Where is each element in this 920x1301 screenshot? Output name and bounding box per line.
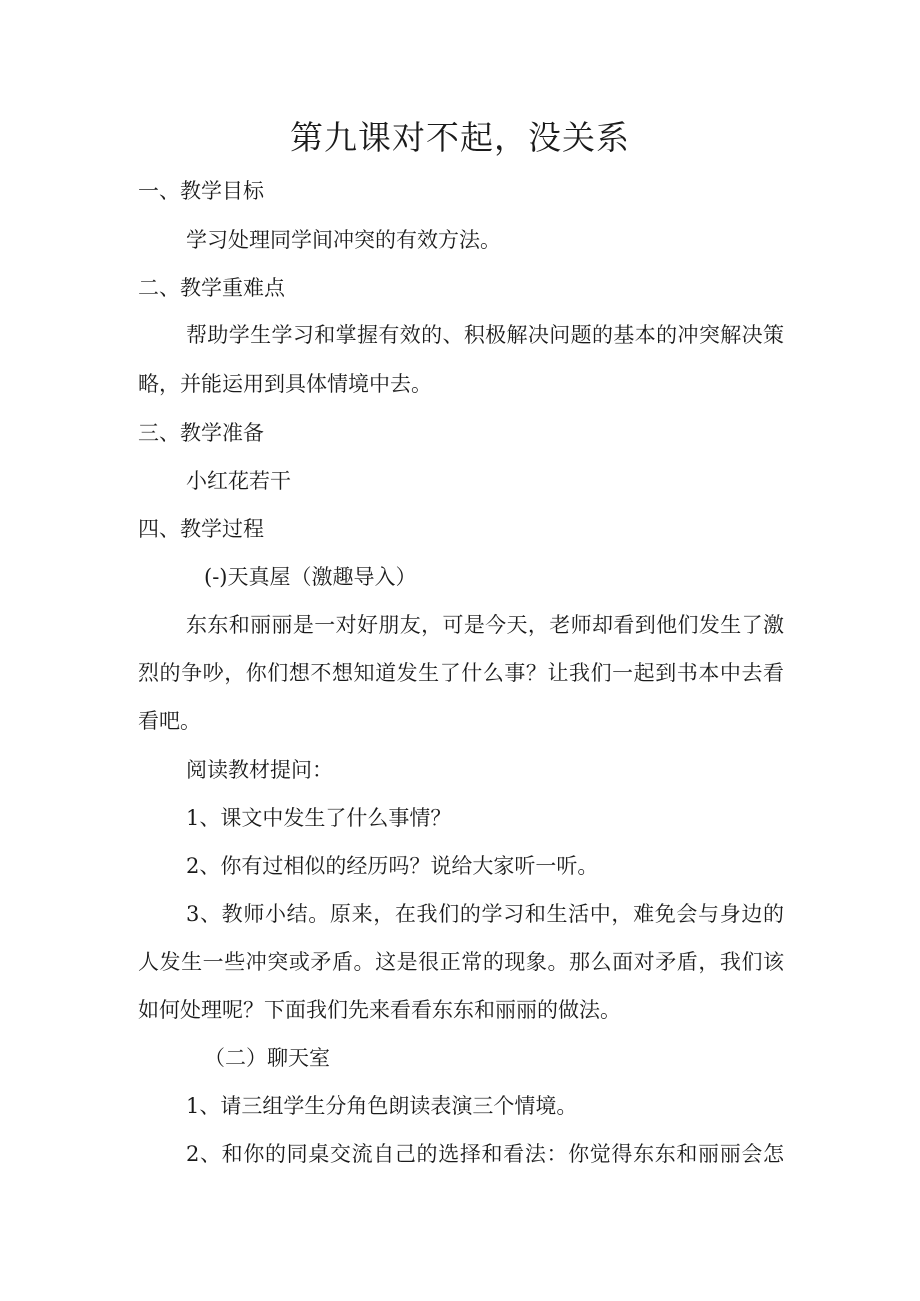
preparation-text: 小红花若干 xyxy=(186,469,291,493)
section-heading-key-points: 二、教学重难点 xyxy=(138,276,285,300)
section-heading-process: 四、教学过程 xyxy=(138,517,264,541)
intro-paragraph-line-1: 东东和丽丽是一对好朋友，可是今天，老师却看到他们发生了激 xyxy=(186,613,784,637)
intro-paragraph-line-3: 看吧。 xyxy=(138,709,201,733)
key-points-line-2: 略，并能运用到具体情境中去。 xyxy=(138,372,432,396)
key-points-line-1: 帮助学生学习和掌握有效的、积极解决问题的基本的冲突解决策 xyxy=(186,323,784,347)
summary-line-1: 3、教师小结。原来，在我们的学习和生活中，难免会与身边的 xyxy=(186,902,784,926)
section-heading-preparation: 三、教学准备 xyxy=(138,421,264,445)
intro-paragraph-line-2: 烈的争吵，你们想不想知道发生了什么事？让我们一起到书本中去看 xyxy=(138,661,784,685)
subsection-heading-chat-room: （二）聊天室 xyxy=(204,1046,330,1070)
objectives-text: 学习处理同学间冲突的有效方法。 xyxy=(186,228,501,252)
page-title: 第九课对不起，没关系 xyxy=(290,118,630,157)
activity-2: 2、和你的同桌交流自己的选择和看法：你觉得东东和丽丽会怎 xyxy=(186,1142,784,1166)
summary-line-3: 如何处理呢？下面我们先来看看东东和丽丽的做法。 xyxy=(138,998,621,1022)
reading-prompt: 阅读教材提问： xyxy=(186,758,333,782)
subsection-heading-intro: (-)天真屋（激趣导入） xyxy=(204,565,417,589)
question-2: 2、你有过相似的经历吗？说给大家听一听。 xyxy=(186,854,599,878)
activity-1: 1、请三组学生分角色朗读表演三个情境。 xyxy=(186,1094,578,1118)
summary-line-2: 人发生一些冲突或矛盾。这是很正常的现象。那么面对矛盾，我们该 xyxy=(138,950,784,974)
question-1: 1、课文中发生了什么事情？ xyxy=(186,806,452,830)
section-heading-objectives: 一、教学目标 xyxy=(138,179,264,203)
